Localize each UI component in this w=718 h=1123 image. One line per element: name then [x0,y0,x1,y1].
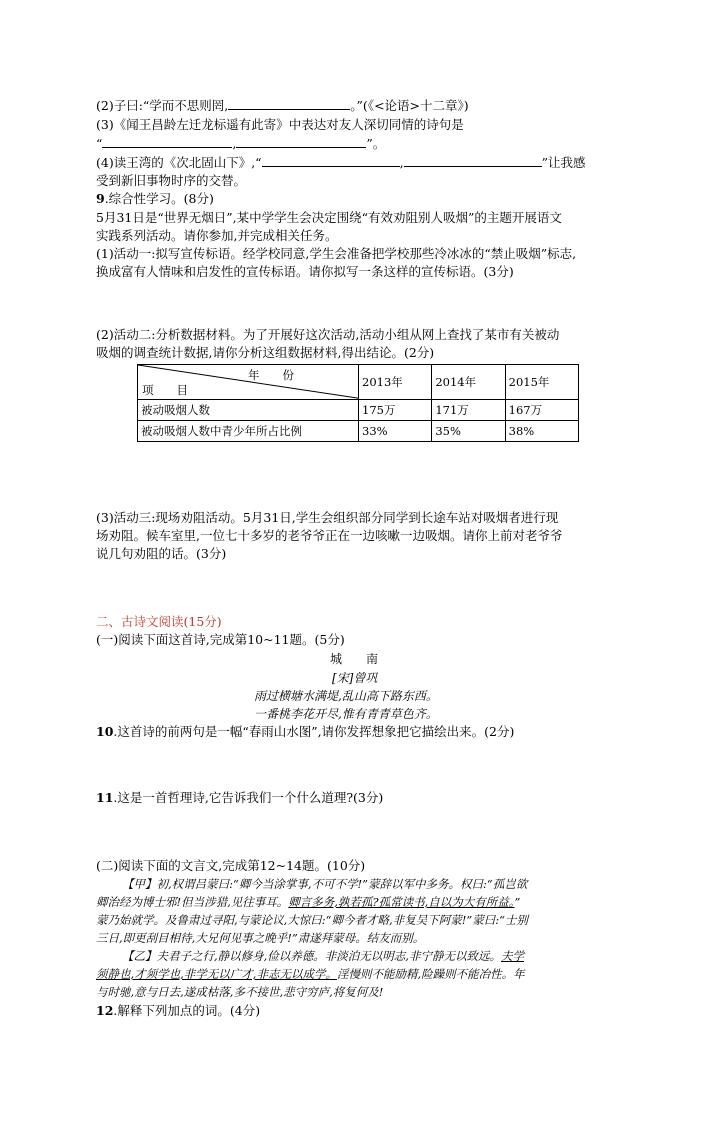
table-header-row [138,365,579,400]
activity-1-line-2: 换成富有人情味和启发性的宣传标语。请你拟写一条这样的宣传标语。(3分) [96,264,514,279]
activity-2-line-2: 吸烟的调查统计数据,请你分析这组数据材料,得出结论。(2分) [96,345,435,360]
answer-blank[interactable] [236,136,366,148]
smoking-data-table [137,364,579,442]
classical-text-line: 与时驰,意与日去,遂成枯落,多不接世,悲守穷庐,将复何及! [96,985,384,999]
poem-title: 城 南 [330,652,379,666]
question-3-blanks: “ , ”。 [96,136,386,151]
underlined-sentence: 夫学 [500,949,524,963]
activity-2-line: (2)活动二:分析数据材料。为了开展好这次活动,活动小组从网上查找了某市有关被动 [96,327,560,342]
poem-author: [宋]曾巩 [332,671,378,685]
question-11: 11.这是一首哲理诗,它告诉我们一个什么道理?(3分) [96,790,384,805]
classical-text-line: 蒙乃始就学。及鲁肃过寻阳,与蒙论议,大惊曰:“卿今者才略,非复吴下阿蒙!”蒙曰:“士别 [96,913,528,927]
paragraph-line: 实践系列活动。请你参加,并完成相关任务。 [96,228,338,243]
table-year-header: 2013年 [359,365,432,400]
paragraph-line: 5月31日是“世界无烟日”,某中学学生会决定围绕“有效劝阻别人吸烟”的主题开展语文 [96,210,562,225]
question-2-line: (2)子曰:“学而不思则罔, 。”(《<论语>十二章》) [96,98,469,113]
classical-instruction: (二)阅读下面的文言文,完成第12~14题。(10分) [96,858,366,873]
question-4-line-2: 受到新旧事物时序的交替。 [96,173,247,188]
table-row: 被动吸烟人数中青少年所占比例 33% 35% 38% [138,421,579,442]
table-year-header: 2014年 [432,365,505,400]
table-corner-cell: 年 份 项 目 [138,365,359,400]
question-4-line: (4)读王湾的《次北固山下》,“ , ”让我感 [96,155,586,170]
underlined-sentence: 须静也,才须学也,非学无以广才,非志无以成学。 [96,967,337,981]
activity-3-line: (3)活动三:现场劝阻活动。5月31日,学生会组织部分同学到长途车站对吸烟者进行现 [96,510,559,525]
table-row: 被动吸烟人数 175万 171万 167万 [138,400,579,421]
answer-blank[interactable] [262,155,400,167]
activity-3-line-3: 说几句劝阻的话。(3分) [96,546,227,561]
classical-text-line: 【甲】初,权谓吕蒙曰:“卿今当涂掌事,不可不学!”蒙辞以军中多务。权曰:“孤岂欲 [122,877,528,891]
answer-blank[interactable] [404,155,542,167]
classical-text-line: 三日,即更刮目相待,大兄何见事之晚乎!”肃遂拜蒙母。结友而别。 [96,931,425,945]
activity-3-line-2: 场劝阻。候车室里,一位七十多岁的老爷爷正在一边咳嗽一边吸烟。请你上前对老爷爷 [96,528,563,543]
question-12: 12.解释下列加点的词。(4分) [96,1003,261,1018]
question-10: 10.这首诗的前两句是一幅“春雨山水图”,请你发挥想象把它描绘出来。(2分) [96,724,515,739]
underlined-sentence: 卿言多务,孰若孤?孤常读书,自以为大有所益。 [288,895,515,909]
question-3-line: (3)《闻王昌龄左迁龙标遥有此寄》中表达对友人深切同情的诗句是 [96,117,464,132]
section-2-heading: 二、古诗文阅读(15分) [96,614,222,629]
activity-1-line: (1)活动一:拟写宣传标语。经学校同意,学生会准备把学校那些冷冰冰的“禁止吸烟”标志, [96,246,577,261]
classical-text-line: 【乙】夫君子之行,静以修身,俭以养德。非淡泊无以明志,非宁静无以致远。夫学 [122,949,524,963]
question-9-heading: 9.综合性学习。(8分) [96,191,214,206]
poem-instruction: (一)阅读下面这首诗,完成第10~11题。(5分) [96,632,345,647]
poem-line-1: 雨过横塘水满堤,乱山高下路东西。 [254,689,438,703]
classical-text-line: 卿治经为博士邪!但当涉猎,见往事耳。卿言多务,孰若孤?孤常读书,自以为大有所益。” [96,895,521,909]
table-year-header: 2015年 [505,365,578,400]
poem-line-2: 一番桃李花开尽,惟有青青草色齐。 [254,707,438,721]
answer-blank[interactable] [228,98,350,110]
answer-blank[interactable] [102,136,232,148]
classical-text-line: 须静也,才须学也,非学无以广才,非志无以成学。淫慢则不能励精,险躁则不能冶性。年 [96,967,525,981]
